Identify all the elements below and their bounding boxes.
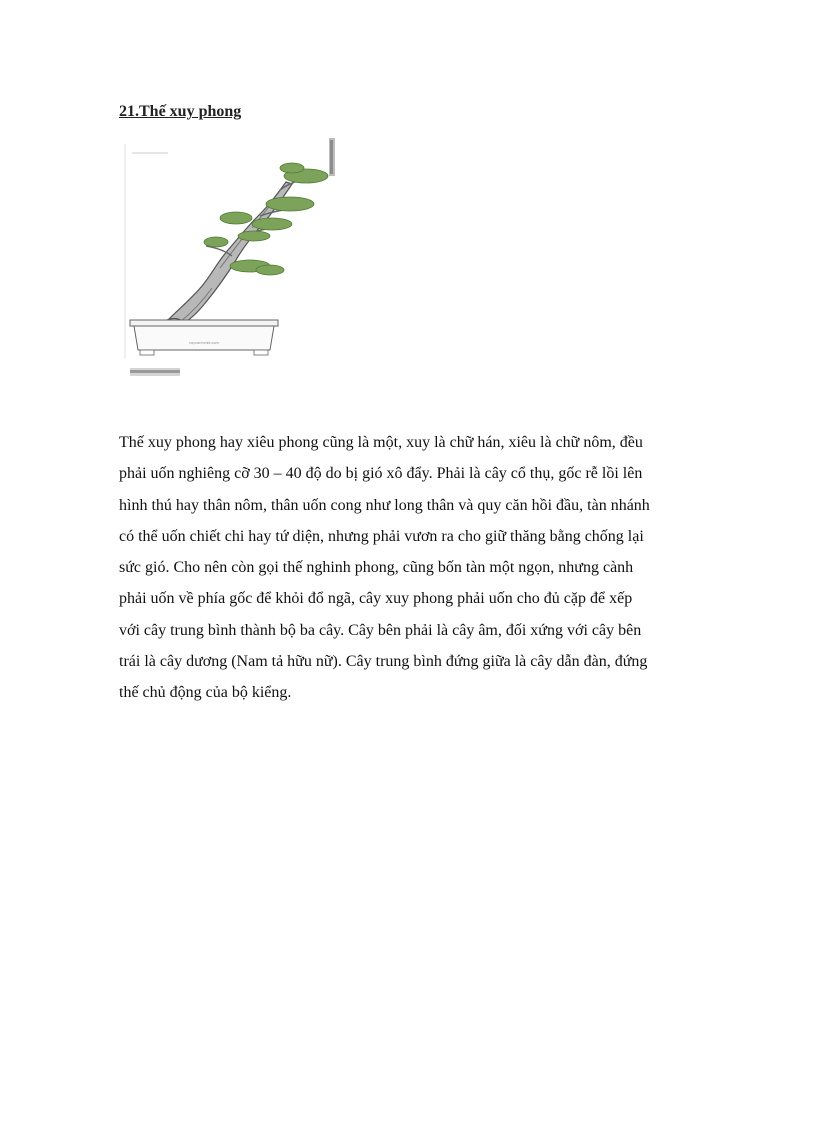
paragraph-line: trái là cây dương (Nam tả hữu nữ). Cây trung bình đứng giữa là cây dẫn đàn, đứng: [119, 653, 648, 671]
section-heading: 21.Thế xuy phong: [119, 103, 242, 120]
bonsai-figure: [120, 138, 342, 383]
paragraph-line: thế chủ động của bộ kiểng.: [119, 684, 292, 702]
paragraph-line: phải uốn nghiêng cỡ 30 – 40 độ do bị gió xô đẩy. Phải là cây cổ thụ, gốc rễ lồi lên: [119, 465, 643, 483]
paragraph-line: có thể uốn chiết chi hay tứ diện, nhưng phải vươn ra cho giữ thăng bằng chống lại: [119, 527, 644, 545]
bonsai-illustration-icon: [120, 138, 342, 383]
paragraph-line: phải uốn về phía gốc để khỏi đổ ngã, cây xuy phong phải uốn cho đủ cặp để xếp: [119, 590, 633, 608]
paragraph-line: với cây trung bình thành bộ ba cây. Cây bên phải là cây âm, đối xứng với cây bên: [119, 621, 642, 639]
paragraph-line: Thế xuy phong hay xiêu phong cũng là một, xuy là chữ hán, xiêu là chữ nôm, đều: [119, 434, 643, 451]
body-paragraph: [119, 427, 704, 709]
paragraph-line: sức gió. Cho nên còn gọi thế nghinh phong, cũng bốn tàn một ngọn, nhưng cành: [119, 559, 634, 577]
paragraph-line: hình thú hay thân nôm, thân uốn cong như long thân và quy căn hồi đầu, tàn nhánh: [119, 496, 650, 514]
watermark-text: caycanhviet.com: [189, 341, 219, 345]
